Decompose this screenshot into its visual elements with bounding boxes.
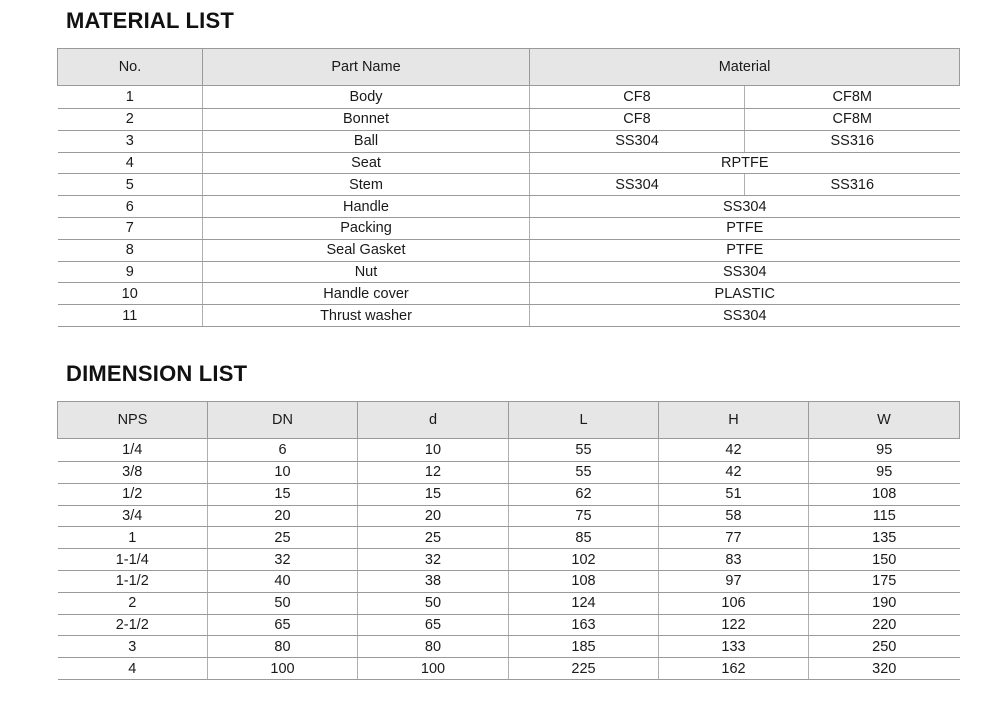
dn-cell: 15 <box>208 483 358 505</box>
material-row <box>58 109 960 131</box>
material-row <box>58 130 960 152</box>
w-cell: 320 <box>809 658 960 680</box>
part-name-cell: Handle cover <box>203 283 530 305</box>
header-nps: NPS <box>58 402 208 439</box>
nps-cell: 1-1/4 <box>58 549 208 571</box>
w-cell: 95 <box>809 462 960 484</box>
part-number-cell: 9 <box>58 261 203 283</box>
d-cell: 50 <box>358 592 509 614</box>
dimension-table-body <box>58 439 960 680</box>
part-name-cell: Nut <box>203 261 530 283</box>
material-header-row <box>58 49 960 86</box>
l-cell: 55 <box>509 439 659 462</box>
dn-cell: 100 <box>208 658 358 680</box>
part-number-cell: 11 <box>58 305 203 327</box>
header-w: W <box>809 402 960 439</box>
part-name-cell: Packing <box>203 217 530 239</box>
d-cell: 100 <box>358 658 509 680</box>
part-name-cell: Thrust washer <box>203 305 530 327</box>
header-material: Material <box>530 49 960 86</box>
material-cell: PTFE <box>530 217 960 239</box>
nps-cell: 1 <box>58 527 208 549</box>
dimension-row <box>58 462 960 484</box>
dn-cell: 10 <box>208 462 358 484</box>
dn-cell: 65 <box>208 614 358 636</box>
w-cell: 115 <box>809 505 960 527</box>
dimension-row <box>58 549 960 571</box>
part-number-cell: 10 <box>58 283 203 305</box>
dimension-row <box>58 658 960 680</box>
material-cell: SS304 <box>530 305 960 327</box>
dimension-row <box>58 527 960 549</box>
l-cell: 102 <box>509 549 659 571</box>
dimension-table <box>57 401 960 680</box>
nps-cell: 1/2 <box>58 483 208 505</box>
h-cell: 42 <box>659 462 809 484</box>
material-row <box>58 239 960 261</box>
nps-cell: 2-1/2 <box>58 614 208 636</box>
dimension-row <box>58 505 960 527</box>
h-cell: 77 <box>659 527 809 549</box>
nps-cell: 4 <box>58 658 208 680</box>
l-cell: 124 <box>509 592 659 614</box>
material-row <box>58 196 960 218</box>
l-cell: 225 <box>509 658 659 680</box>
material-alt-cell: CF8M <box>745 109 960 131</box>
header-no: No. <box>58 49 203 86</box>
d-cell: 80 <box>358 636 509 658</box>
material-cell: PTFE <box>530 239 960 261</box>
h-cell: 106 <box>659 592 809 614</box>
w-cell: 108 <box>809 483 960 505</box>
dimension-row <box>58 439 960 462</box>
l-cell: 185 <box>509 636 659 658</box>
w-cell: 95 <box>809 439 960 462</box>
material-cell: RPTFE <box>530 152 960 174</box>
dn-cell: 25 <box>208 527 358 549</box>
h-cell: 162 <box>659 658 809 680</box>
l-cell: 75 <box>509 505 659 527</box>
dn-cell: 6 <box>208 439 358 462</box>
material-row <box>58 305 960 327</box>
material-row <box>58 261 960 283</box>
header-part-name: Part Name <box>203 49 530 86</box>
d-cell: 12 <box>358 462 509 484</box>
dimension-row <box>58 636 960 658</box>
material-alt-cell: SS316 <box>745 130 960 152</box>
part-number-cell: 1 <box>58 86 203 109</box>
nps-cell: 3/8 <box>58 462 208 484</box>
dn-cell: 20 <box>208 505 358 527</box>
material-list-title: MATERIAL LIST <box>66 8 234 33</box>
h-cell: 97 <box>659 570 809 592</box>
w-cell: 150 <box>809 549 960 571</box>
nps-cell: 1/4 <box>58 439 208 462</box>
d-cell: 20 <box>358 505 509 527</box>
dimension-row <box>58 483 960 505</box>
material-row <box>58 86 960 109</box>
l-cell: 55 <box>509 462 659 484</box>
material-row <box>58 283 960 305</box>
d-cell: 65 <box>358 614 509 636</box>
header-d: d <box>358 402 509 439</box>
d-cell: 25 <box>358 527 509 549</box>
part-name-cell: Seal Gasket <box>203 239 530 261</box>
h-cell: 42 <box>659 439 809 462</box>
d-cell: 10 <box>358 439 509 462</box>
w-cell: 250 <box>809 636 960 658</box>
part-name-cell: Body <box>203 86 530 109</box>
material-cell: SS304 <box>530 130 745 152</box>
material-row <box>58 174 960 196</box>
w-cell: 135 <box>809 527 960 549</box>
material-alt-cell: SS316 <box>745 174 960 196</box>
material-table <box>57 48 960 327</box>
l-cell: 163 <box>509 614 659 636</box>
material-alt-cell: CF8M <box>745 86 960 109</box>
material-table-body <box>58 86 960 327</box>
material-cell: PLASTIC <box>530 283 960 305</box>
dn-cell: 40 <box>208 570 358 592</box>
nps-cell: 3/4 <box>58 505 208 527</box>
material-cell: SS304 <box>530 174 745 196</box>
header-l: L <box>509 402 659 439</box>
dimension-row <box>58 614 960 636</box>
l-cell: 85 <box>509 527 659 549</box>
part-number-cell: 6 <box>58 196 203 218</box>
dn-cell: 50 <box>208 592 358 614</box>
h-cell: 51 <box>659 483 809 505</box>
w-cell: 175 <box>809 570 960 592</box>
part-number-cell: 4 <box>58 152 203 174</box>
part-name-cell: Stem <box>203 174 530 196</box>
l-cell: 108 <box>509 570 659 592</box>
w-cell: 190 <box>809 592 960 614</box>
dimension-header-row <box>58 402 960 439</box>
material-row <box>58 217 960 239</box>
header-h: H <box>659 402 809 439</box>
material-cell: SS304 <box>530 196 960 218</box>
dn-cell: 32 <box>208 549 358 571</box>
part-name-cell: Handle <box>203 196 530 218</box>
part-number-cell: 7 <box>58 217 203 239</box>
dn-cell: 80 <box>208 636 358 658</box>
d-cell: 38 <box>358 570 509 592</box>
part-number-cell: 2 <box>58 109 203 131</box>
nps-cell: 3 <box>58 636 208 658</box>
material-cell: CF8 <box>530 86 745 109</box>
h-cell: 58 <box>659 505 809 527</box>
w-cell: 220 <box>809 614 960 636</box>
nps-cell: 1-1/2 <box>58 570 208 592</box>
d-cell: 15 <box>358 483 509 505</box>
material-cell: SS304 <box>530 261 960 283</box>
h-cell: 122 <box>659 614 809 636</box>
header-dn: DN <box>208 402 358 439</box>
nps-cell: 2 <box>58 592 208 614</box>
d-cell: 32 <box>358 549 509 571</box>
l-cell: 62 <box>509 483 659 505</box>
dimension-row <box>58 592 960 614</box>
part-number-cell: 5 <box>58 174 203 196</box>
part-name-cell: Bonnet <box>203 109 530 131</box>
dimension-row <box>58 570 960 592</box>
dimension-list-title: DIMENSION LIST <box>66 361 248 386</box>
part-name-cell: Seat <box>203 152 530 174</box>
part-number-cell: 8 <box>58 239 203 261</box>
part-name-cell: Ball <box>203 130 530 152</box>
h-cell: 83 <box>659 549 809 571</box>
material-row <box>58 152 960 174</box>
h-cell: 133 <box>659 636 809 658</box>
material-cell: CF8 <box>530 109 745 131</box>
part-number-cell: 3 <box>58 130 203 152</box>
